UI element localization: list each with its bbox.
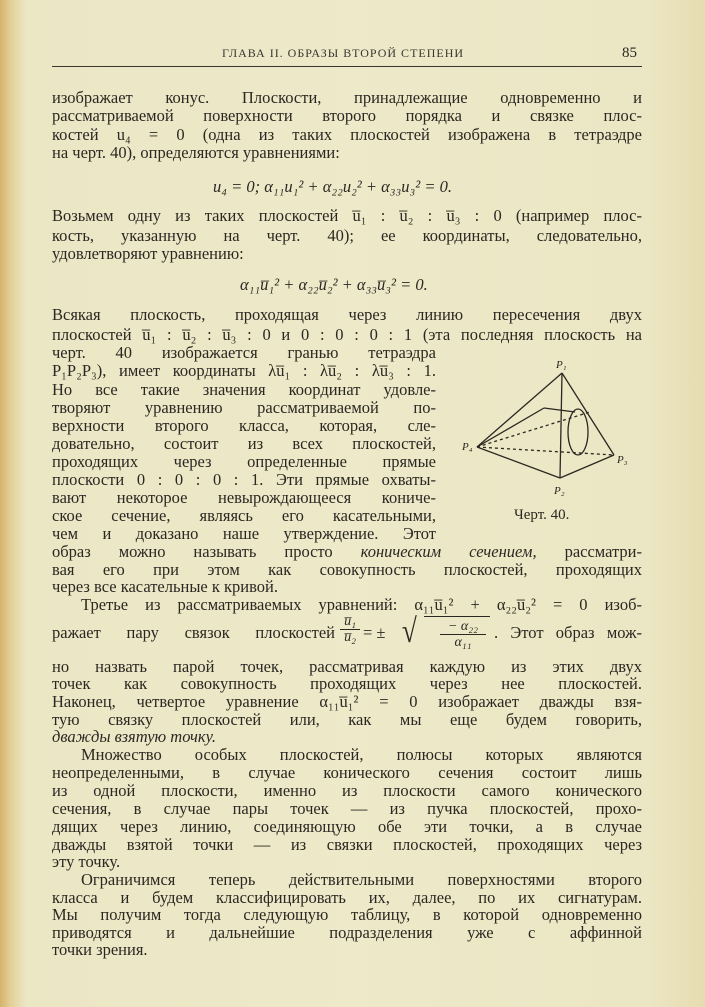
edge-p2-p3 [560, 455, 614, 478]
text-line: довательно, состоит из всех плоскостей, [52, 434, 436, 453]
text-line: ское сечение, являясь его касательными, [52, 506, 436, 525]
page-number: 85 [622, 45, 637, 61]
text-line: черт. 40 изображается гранью тетраэдра [52, 343, 436, 362]
denominator: α₁₁ [440, 634, 486, 650]
text-line: эту точку. [52, 852, 121, 871]
text-line: Возьмем одну из таких плоскостей u̅₁ : u̅₂ : u̅₃ : 0 (например плос- [52, 206, 642, 225]
text-line: проходящих через определенные прямые [52, 452, 436, 471]
figure-caption: Черт. 40. [514, 507, 570, 523]
numerator: u̅₁ [344, 614, 356, 629]
text-line: Множество особых плоскостей, полюсы которых являются [81, 745, 642, 764]
text-line: но назвать парой точек, рассматривая каждую из этих двух [52, 657, 642, 676]
text-line: дящих через линию, соединяющую обе эти точки, а в случае [52, 817, 642, 836]
equals-plus-minus: = ± [363, 623, 386, 642]
text-line: Но все такие значения координат удовле- [52, 380, 436, 399]
text-line: Третье из рассматриваемых уравнений: α₁₁u̅₁² + α₂₂u̅₂² = 0 изоб- [81, 595, 642, 614]
italic-term: коническим сечением, [360, 542, 537, 561]
text-line: изображает конус. Плоскости, принадлежащие одновременно и [52, 88, 642, 107]
text-line: неопределенными, в случае конического сечения состоит лишь [52, 763, 642, 782]
text-segment: ражает пару связок плоскостей [52, 623, 335, 642]
text-line: дважды взятой точки — из связки плоскостей, проходящих через [52, 835, 642, 854]
text-segment: . Этот образ мож- [494, 623, 642, 642]
text-segment: образ можно называть просто [52, 542, 333, 561]
sqrt-sign: √ [401, 613, 417, 650]
text-line: творяют уравнению рассматриваемой по- [52, 398, 436, 417]
label-p3: P₃ [617, 454, 628, 466]
label-p2: P₂ [554, 485, 565, 497]
label-p4: P₄ [462, 441, 473, 453]
text-line: удовлетворяют уравнению: [52, 244, 244, 263]
edge-p1-p3 [562, 373, 614, 455]
text-line: Наконец, четвертое уравнение α₁₁u̅₁² = 0 изображает дважды взя- [52, 692, 642, 711]
text-line: костей u₄ = 0 (одна из таких плоскостей изображена в тетраэдре [52, 125, 642, 144]
formula-1: u₄ = 0; α₁₁u₁² + α₂₂u₂² + α₃₃u₃² = 0. [213, 177, 452, 196]
text-line: через все касательные к кривой. [52, 577, 278, 596]
text-line: рассматриваемой поверхности второго порядка и связке плос- [52, 106, 642, 125]
hidden-line [477, 412, 590, 447]
text-line: Ограничимся теперь действительными поверхностями второго [81, 870, 642, 889]
text-line: точки зрения. [52, 940, 148, 959]
formula-2: α₁₁u̅₁² + α₂₂u̅₂² + α₃₃u̅₃² = 0. [240, 275, 428, 294]
edge-p1-p2 [560, 373, 562, 478]
text-line: плоскости 0 : 0 : 0 : 1. Эти прямые охваты- [52, 470, 436, 489]
edge-p4-p2 [477, 447, 560, 478]
text-line: верхности второго класса, которая, сле- [52, 416, 436, 435]
label-p1: P₁ [556, 359, 567, 371]
edge-p1-p4 [477, 373, 562, 447]
text-line: класса и будем классифицировать их, далее, по их сигнатурам. [52, 888, 642, 907]
text-line: вают некоторое невырождающееся кониче- [52, 488, 436, 507]
text-line: кость, указанную на черт. 40); ее координаты, следовательно, [52, 226, 642, 245]
text-line: тую связку плоскостей или, как мы еще будем говорить, [52, 710, 642, 729]
cone-line [544, 408, 575, 412]
text-line: P₁P₂P₃), имеет координаты λu̅₁ : λu̅₂ : λu̅₃ : 1. [52, 361, 436, 380]
running-header: ГЛАВА II. ОБРАЗЫ ВТОРОЙ СТЕПЕНИ [221, 46, 465, 60]
cone-line [477, 408, 544, 447]
hidden-edge-p4-p3 [477, 447, 614, 455]
text-line: приводятся и дальнейшие подразделения уже с аффинной [52, 923, 642, 942]
conic-ellipse [568, 409, 588, 455]
text-segment: рассматри- [564, 542, 642, 561]
text-line: плоскостей u̅₁ : u̅₂ : u̅₃ : 0 и 0 : 0 : 0 : 1 (эта последняя плоскость на [52, 325, 642, 344]
text-line: Всякая плоскость, проходящая через линию пересечения двух [52, 305, 642, 324]
text-line: вая его при этом как совокупность плоскостей, проходящих [52, 560, 642, 579]
italic-line: дважды взятую точку. [52, 727, 217, 746]
text-line: Мы получим тогда следующую таблицу, в которой одновременно [52, 905, 642, 924]
numerator: − α₂₂ [447, 619, 479, 634]
text-line: на черт. 40), определяются уравнениями: [52, 143, 340, 162]
text-line: сечения, в случае пары точек — из пучка плоскостей, прохо- [52, 799, 642, 818]
text-line: точек как совокупность проходящих через нее плоскостей. [52, 674, 642, 693]
text-line: из одной плоскости, именно из плоскости самого конического [52, 781, 642, 800]
denominator: u̅₂ [340, 629, 360, 645]
text-line: чем и доказано наше утверждение. Этот [52, 524, 436, 543]
